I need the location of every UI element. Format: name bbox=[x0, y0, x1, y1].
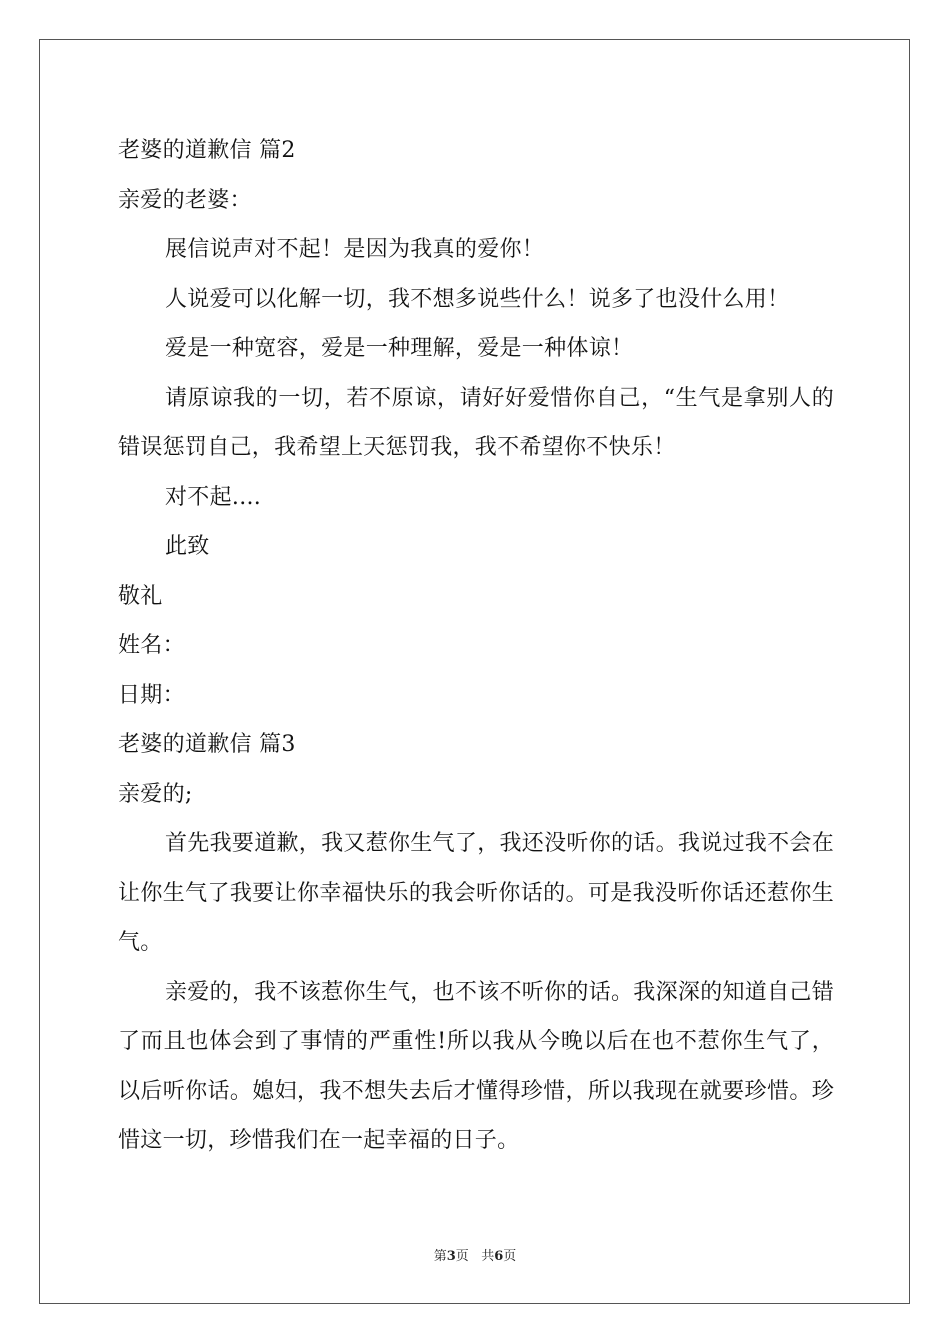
paragraph: 请原谅我的一切，若不原谅，请好好爱惜你自己，“生气是拿别人的错误惩罚自己，我希望上天惩罚我，我不希望你不快乐！ bbox=[118, 385, 834, 460]
document-body bbox=[118, 126, 834, 1166]
paragraph: 对不起.... bbox=[165, 484, 262, 510]
paragraph: 展信说声对不起！是因为我真的爱你！ bbox=[165, 237, 545, 262]
page-prefix: 第 bbox=[433, 1249, 447, 1264]
section-title: 老婆的道歉信 篇3 bbox=[118, 732, 296, 757]
page-current: 3 bbox=[446, 1249, 456, 1264]
page-total: 6 bbox=[494, 1249, 504, 1264]
total-suffix: 页 bbox=[503, 1249, 517, 1264]
date-field: 日期： bbox=[118, 682, 185, 708]
greeting: 亲爱的; bbox=[118, 781, 193, 807]
paragraph: 人说爱可以化解一切，我不想多说些什么！说多了也没什么用！ bbox=[165, 286, 790, 312]
paragraph: 亲爱的，我不该惹你生气，也不该不听你的话。我深深的知道自己错了而且也体会到了事情的严重性!所以我从今晚以后在也不惹你生气了，以后听你话。媳妇，我不想失去后才懂得珍惜，所以我现在就要珍惜。珍惜这一切，珍惜我们在一起幸福的日子。 bbox=[118, 979, 835, 1153]
name-field: 姓名： bbox=[118, 633, 185, 658]
section-title: 老婆的道歉信 篇2 bbox=[118, 138, 296, 163]
paragraph: 首先我要道歉，我又惹你生气了，我还没听你的话。我说过我不会在让你生气了我要让你幸福快乐的我会听你话的。可是我没听你话还惹你生气。 bbox=[118, 831, 835, 955]
closing-phrase: 此致 bbox=[165, 534, 210, 559]
paragraph: 爱是一种宽容，爱是一种理解，爱是一种体谅！ bbox=[165, 336, 634, 361]
closing-salute: 敬礼 bbox=[118, 583, 163, 609]
total-prefix: 共 bbox=[481, 1249, 495, 1264]
greeting: 亲爱的老婆： bbox=[118, 187, 252, 213]
page-footer bbox=[0, 1245, 950, 1264]
page-suffix: 页 bbox=[455, 1249, 469, 1264]
